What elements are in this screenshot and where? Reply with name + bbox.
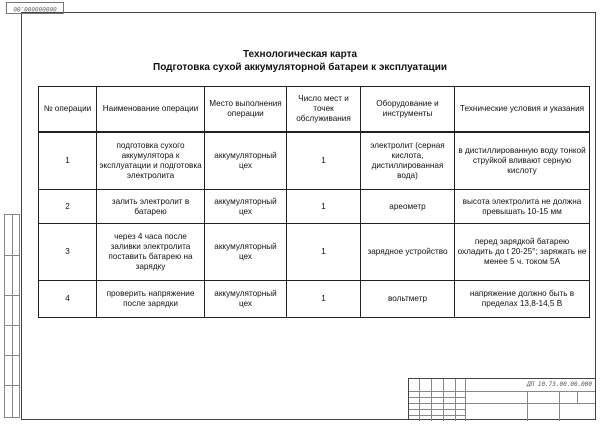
table-cell: напряжение должно быть в пределах 13,8-14,5 В <box>455 281 590 318</box>
header-cell: Наименование операции <box>97 87 205 133</box>
table-row <box>39 281 590 318</box>
header-cell: Оборудование и инструменты <box>361 87 455 133</box>
table-cell: проверить напряжение после зарядки <box>97 281 205 318</box>
header-cell: № операции <box>39 87 97 133</box>
table-row <box>39 132 590 190</box>
table-cell: в дистиллированную воду тонкой струйкой вливают серную кислоту <box>455 132 590 190</box>
table-cell: аккумуляторный цех <box>205 190 287 224</box>
table-cell: 2 <box>39 190 97 224</box>
table-cell: 1 <box>287 224 361 281</box>
tech-card-table <box>38 86 590 318</box>
table-cell: аккумуляторный цех <box>205 132 287 190</box>
table-cell: 4 <box>39 281 97 318</box>
document-code: ДП 10.73.00.00.000 <box>527 381 593 388</box>
header-cell: Число мест и точек обслуживания <box>287 87 361 133</box>
table-header-row <box>39 87 590 133</box>
table-cell: высота электролита не должна превышать 10-15 мм <box>455 190 590 224</box>
header-cell: Технические условия и указания <box>455 87 590 133</box>
left-margin-strip <box>4 214 20 418</box>
table-cell: 1 <box>287 190 361 224</box>
table-cell: перед зарядкой батарею охладить до t 20-25°; заряжать не менее 5 ч. током 5А <box>455 224 590 281</box>
table-cell: залить электролит в батарею <box>97 190 205 224</box>
table-cell: электролит (серная кислота, дистиллированная вода) <box>361 132 455 190</box>
table-cell: через 4 часа после заливки электролита поставить батарею на зарядку <box>97 224 205 281</box>
table-cell: 1 <box>287 281 361 318</box>
table-cell: 1 <box>287 132 361 190</box>
table-cell: подготовка сухого аккумулятора к эксплуатации и подготовка электролита <box>97 132 205 190</box>
page-title: Технологическая карта <box>242 49 358 60</box>
table-cell: 1 <box>39 132 97 190</box>
table-cell: аккумуляторный цех <box>205 224 287 281</box>
page-subtitle: Подготовка сухой аккумуляторной батареи к эксплуатации <box>153 62 447 73</box>
table-row <box>39 190 590 224</box>
header-cell: Место выполнения операции <box>205 87 287 133</box>
table-cell: аккумуляторный цех <box>205 281 287 318</box>
table-cell: ареометр <box>361 190 455 224</box>
title-block-stamp <box>408 378 596 420</box>
table-cell: 3 <box>39 224 97 281</box>
table-row <box>39 224 590 281</box>
table-cell: зарядное устройство <box>361 224 455 281</box>
top-corner-stamp: 000000000.00 <box>6 2 64 14</box>
table-cell: вольтметр <box>361 281 455 318</box>
